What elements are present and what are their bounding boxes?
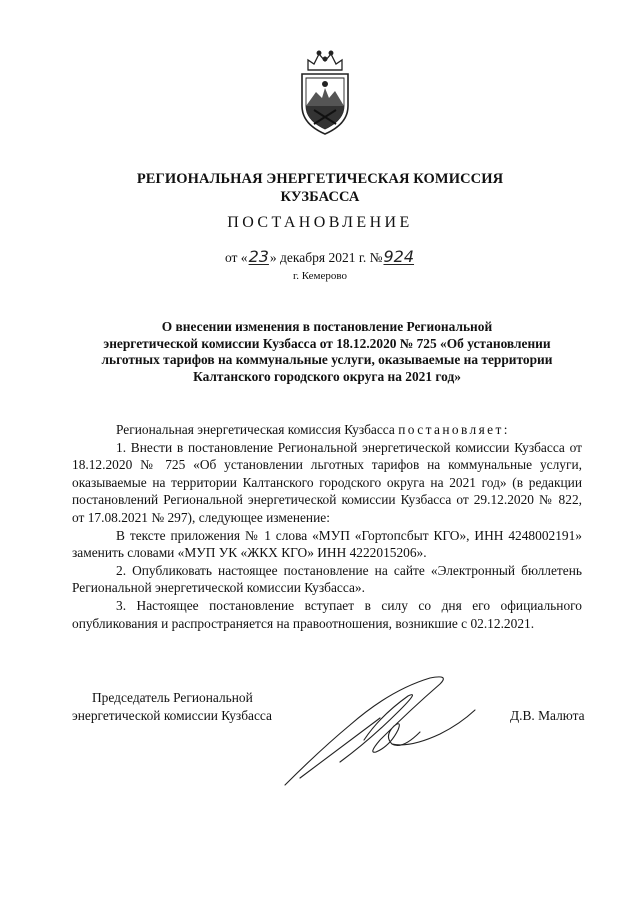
intro-resolves: постановляет: (398, 422, 510, 437)
paragraph-1: 1. Внести в постановление Региональной энергетической комиссии Кузбасса от 18.12.2020 № 725 «Об установлении льготных тарифов на коммунальные услуги, оказываемые на территории Калтанского городского округа на 2021 год» (в редакции постановлений Региональной энергетической комиссии Кузбасса от 29.12.2020 № 822, от 17.08.2021 № 297), следующее изменение: (72, 439, 582, 525)
date-number-line (60, 247, 580, 266)
paragraph-2: 2. Опубликовать настоящее постановление на сайте «Электронный бюллетень Региональной энергетической комиссии Кузбасса». (72, 562, 582, 596)
city: г. Кемерово (292, 270, 348, 282)
subject-line4: Калтанского городского округа на 2021 год» (193, 368, 461, 384)
org-title-line2: КУЗБАССА (280, 189, 360, 205)
handwritten-signature (280, 670, 480, 790)
document-type: ПОСТАНОВЛЕНИЕ (227, 214, 413, 231)
date-middle: » декабря 2021 г. № (269, 250, 383, 265)
org-title-line1: РЕГИОНАЛЬНАЯ ЭНЕРГЕТИЧЕСКАЯ КОМИССИЯ (136, 171, 504, 187)
subject-line3: льготных тарифов на коммунальные услуги, оказываемые на территории (101, 352, 553, 368)
date-day: 23 (248, 247, 269, 266)
signer-name: Д.В. Малюта (510, 708, 585, 723)
document-number: 924 (383, 247, 415, 266)
intro-paragraph (72, 421, 582, 439)
paragraph-3: 3. Настоящее постановление вступает в силу со дня его официального опубликования и распространяется на правоотношения, возникшие с 02.12.2021. (72, 597, 582, 631)
subject-line2: энергетической комиссии Кузбасса от 18.12.2020 № 725 «Об установлении (103, 335, 551, 351)
document-body (72, 421, 582, 632)
position-line2: энергетической комиссии Кузбасса (72, 708, 272, 723)
date-prefix: от « (224, 250, 248, 265)
position-line1: Председатель Региональной (92, 690, 253, 705)
org-title (60, 170, 580, 206)
paragraph-1-detail: В тексте приложения № 1 слова «МУП «Гортопсбыт КГО», ИНН 4248002191» заменить словами «МУП УК «ЖКХ КГО» ИНН 4222015206». (72, 527, 582, 561)
document-subject (72, 319, 582, 385)
subject-line1: О внесении изменения в постановление Региональной (161, 319, 493, 334)
intro-text: Региональная энергетическая комиссия Кузбасса (116, 422, 395, 437)
kuzbass-coat-of-arms-icon (294, 48, 356, 136)
signer-position (72, 689, 272, 725)
